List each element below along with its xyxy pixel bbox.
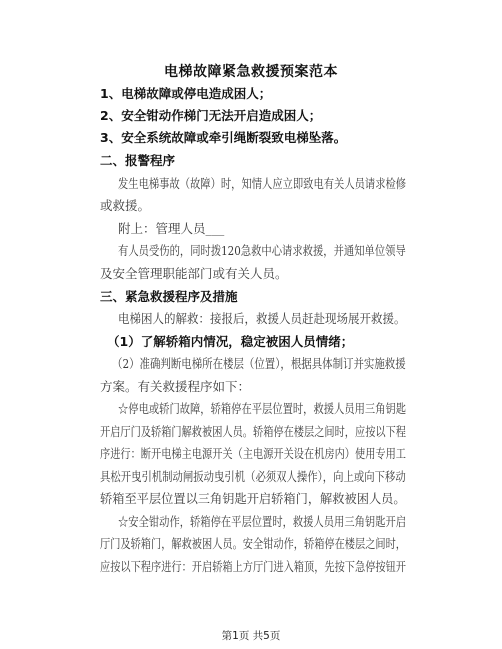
paragraph-line: （2）准确判断电梯所在楼层（位置），根据具体制订并实施救援 bbox=[112, 356, 406, 371]
paragraph-line: 有人员受伤的，同时拨120急救中心请求救援，并通知单位领导 bbox=[118, 243, 406, 258]
list-item: 3、安全系统故障或牵引绳断裂致电梯坠落。 bbox=[100, 130, 347, 145]
paragraph-line: 及安全管理职能部门或有关人员。 bbox=[100, 266, 288, 281]
page-number: 第1页 共5页 bbox=[221, 630, 281, 642]
document-title: 电梯故障紧急救援预案范本 bbox=[164, 64, 338, 80]
list-item: 1、电梯故障或停电造成困人； bbox=[100, 86, 272, 101]
section-heading: 二、报警程序 bbox=[100, 153, 176, 168]
paragraph-line: 开启厅门及轿箱门解救被困人员。轿箱停在楼层之间时，应按以下程 bbox=[100, 424, 407, 439]
paragraph-line: 发生电梯事故（故障）时，知情人应立即致电有关人员请求检修 bbox=[118, 176, 407, 191]
paragraph-line: 附上：管理人员___ bbox=[118, 221, 225, 236]
paragraph-line: 轿箱至平层位置以三角钥匙开启轿箱门，解救被困人员。 bbox=[100, 491, 406, 506]
paragraph-line: 电梯困人的解救：接报后，救援人员赶赴现场展开救援。 bbox=[118, 311, 406, 326]
section-heading: 三、紧急救援程序及措施 bbox=[100, 289, 238, 304]
subsection-heading: （1）了解轿箱内情况，稳定被困人员情绪； bbox=[107, 334, 354, 349]
list-item: 2、安全钳动作梯门无法开启造成困人； bbox=[100, 108, 322, 123]
paragraph-line: 具松开曳引机制动闸扳动曳引机（必须双人操作），向上或向下移动 bbox=[100, 469, 406, 484]
paragraph-line: 厅门及轿箱门，解救被困人员。安全钳动作，轿箱停在楼层之间时， bbox=[100, 536, 407, 551]
paragraph-line: 方案。有关救援程序如下： bbox=[100, 379, 251, 394]
paragraph-line: ☆停电或轿门故障，轿箱停在平层位置时，救援人员用三角钥匙 bbox=[118, 401, 407, 416]
paragraph-line: ☆安全钳动作，轿箱停在平层位置时，救援人员用三角钥匙开启 bbox=[118, 514, 407, 529]
paragraph-line: 序进行：断开电梯主电源开关（主电源开关设在机房内）使用专用工 bbox=[100, 446, 407, 461]
paragraph-line: 应按以下程序进行：开启轿箱上方厅门进入箱顶，先按下急停按钮开 bbox=[100, 559, 407, 574]
paragraph-line: 或救援。 bbox=[100, 198, 151, 213]
